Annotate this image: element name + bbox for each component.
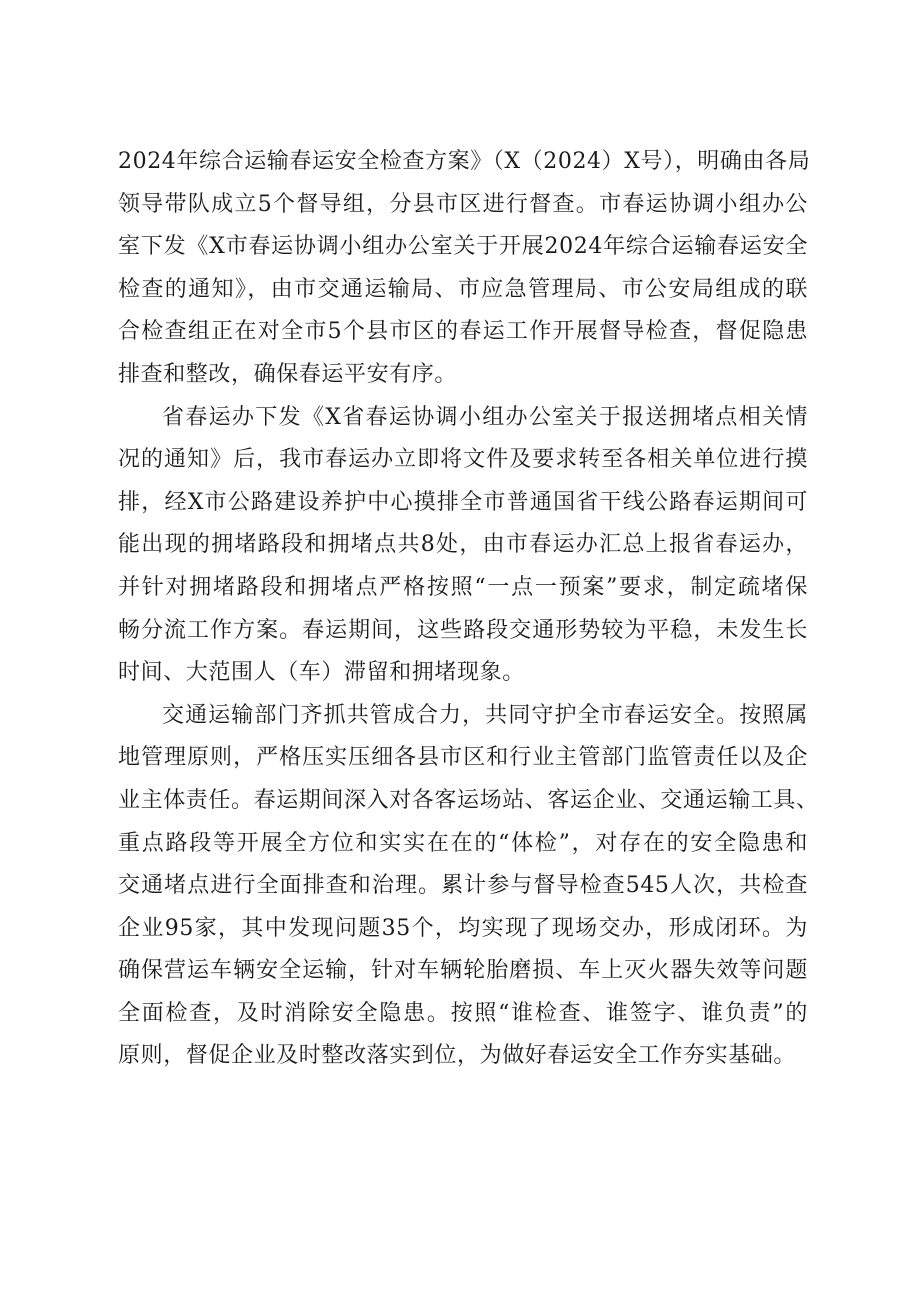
text-line: 排查和整改，确保春运平安有序。	[118, 361, 458, 387]
text-line: 检查的通知》，由市交通运输局、市应急管理局、市公安局组成的联	[118, 276, 808, 302]
text-line: 合检查组正在对全市5个县市区的春运工作开展督导检查，督促隐患	[118, 319, 808, 345]
text-line: 重点路段等开展全方位和实实在在的“体检”，对存在的安全隐患和	[118, 830, 808, 856]
text-line: 原则，督促企业及时整改落实到位，为做好春运安全工作夯实基础。	[118, 1043, 797, 1069]
text-line: 确保营运车辆安全运输，针对车辆轮胎磨损、车上灭火器失效等问题	[118, 958, 808, 984]
text-line: 交通运输部门齐抓共管成合力，共同守护全市春运安全。按照属	[162, 702, 808, 728]
text-line: 地管理原则，严格压实压细各县市区和行业主管部门监管责任以及企	[118, 745, 808, 771]
paragraph-2	[118, 397, 808, 695]
document-body	[118, 141, 819, 1078]
text-line: 全面检查，及时消除安全隐患。按照“谁检查、谁签字、谁负责”的	[118, 1000, 808, 1026]
paragraph-3	[118, 695, 819, 1078]
text-line: 况的通知》后，我市春运办立即将文件及要求转至各相关单位进行摸	[118, 447, 808, 473]
text-line: 业主体责任。春运期间深入对各客运场站、客运企业、交通运输工具、	[118, 787, 819, 813]
text-line: 时间、大范围人（车）滞留和拥堵现象。	[118, 660, 525, 686]
paragraph-1	[118, 141, 811, 397]
text-line: 并针对拥堵路段和拥堵点严格按照“一点一预案”要求，制定疏堵保	[118, 574, 808, 600]
text-line: 排，经X市公路建设养护中心摸排全市普通国省干线公路春运期间可	[118, 489, 808, 515]
text-line: 室下发《X市春运协调小组办公室关于开展2024年综合运输春运安全	[118, 234, 808, 260]
text-line: 2024年综合运输春运安全检查方案》（X（2024）X号），明确由各局	[118, 149, 811, 174]
text-line: 交通堵点进行全面排查和治理。累计参与督导检查545人次，共检查	[118, 873, 808, 899]
text-line: 领导带队成立5个督导组，分县市区进行督查。市春运协调小组办公	[118, 191, 808, 217]
text-line: 企业95家，其中发现问题35个，均实现了现场交办，形成闭环。为	[118, 915, 808, 941]
text-line: 省春运办下发《X省春运协调小组办公室关于报送拥堵点相关情	[162, 404, 808, 430]
text-line: 能出现的拥堵路段和拥堵点共8处，由市春运办汇总上报省春运办，	[118, 532, 808, 558]
text-line: 畅分流工作方案。春运期间，这些路段交通形势较为平稳，未发生长	[118, 617, 808, 643]
